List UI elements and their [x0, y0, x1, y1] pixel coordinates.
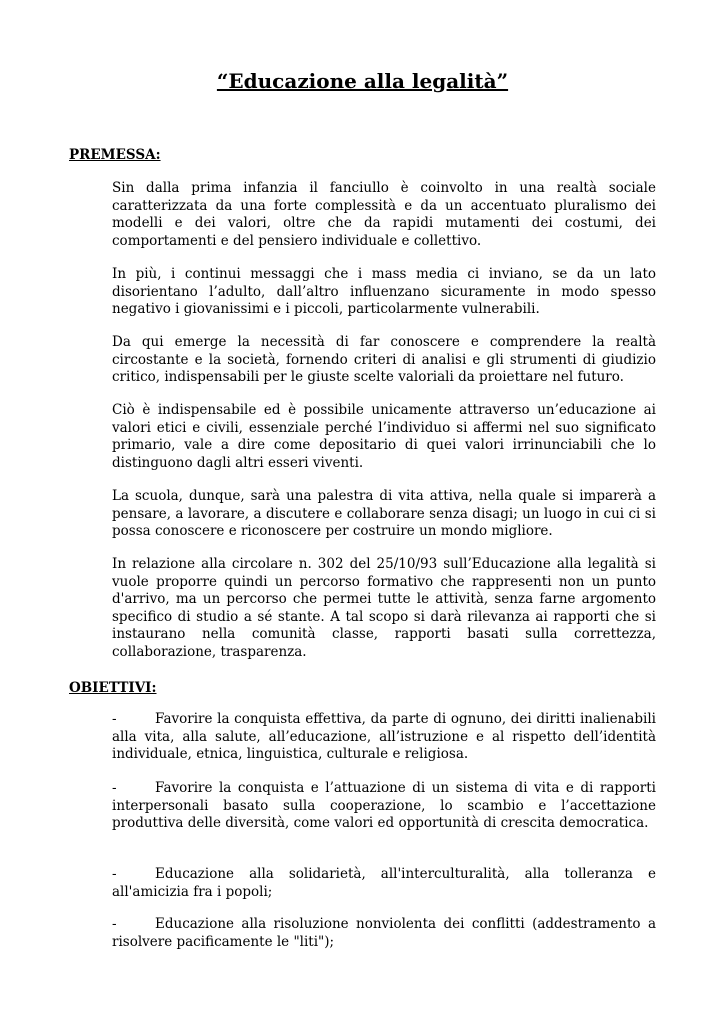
obiettivi-item-2	[112, 780, 656, 833]
premessa-paragraph-2: In più, i continui messaggi che i mass media ci inviano, se da un lato disorientano l’adulto, dall’altro influenzano sicuramente in modo spesso negativo i giovanissimi e i piccoli, particolarmente vulnerabili.	[112, 266, 656, 318]
bullet-dash: -	[112, 866, 117, 882]
premessa-paragraph-3: Da qui emerge la necessità di far conoscere e comprendere la realtà circostante e la società, fornendo criteri di analisi e gli strumenti di giudizio critico, indispensabili per le giuste scelte valoriali da proiettare nel futuro.	[112, 334, 656, 386]
obiettivi-item-text: Favorire la conquista e l’attuazione di un sistema di vita e di rapporti interpersonali basato sulla cooperazione, lo scambio e l’accettazione produttiva delle diversità, come valori ed opportunità di crescita democratica.	[112, 780, 656, 832]
bullet-dash: -	[112, 916, 117, 932]
bullet-dash: -	[112, 780, 117, 796]
premessa-paragraph-4: Ciò è indispensabile ed è possibile unicamente attraverso un’educazione ai valori etici e civili, essenziale perché l’individuo si affermi nel suo significato primario, vale a dire come depositario di quei valori irrinunciabili che lo distinguono dagli altri esseri viventi.	[112, 402, 656, 471]
premessa-heading: PREMESSA:	[69, 147, 161, 163]
obiettivi-item-1	[112, 711, 656, 764]
premessa-paragraph-6: In relazione alla circolare n. 302 del 25/10/93 sull’Educazione alla legalità si vuole proporre quindi un percorso formativo che rappresenti non un punto d'arrivo, ma un percorso che permei tutte le attività, senza farne argomento specifico di studio a sé stante. A tal scopo si darà rilevanza ai rapporti che si instaurano nella comunità classe, rapporti basati sulla correttezza, collaborazione, trasparenza.	[112, 556, 656, 660]
obiettivi-item-4	[112, 916, 656, 951]
obiettivi-item-text: Favorire la conquista effettiva, da parte di ognuno, dei diritti inalienabili alla vita, alla salute, all’educazione, all’istruzione e al rispetto dell’identità individuale, etnica, linguistica, culturale e religiosa.	[112, 711, 656, 763]
premessa-paragraph-5: La scuola, dunque, sarà una palestra di vita attiva, nella quale si imparerà a pensare, a lavorare, a discutere e collaborare senza disagi; un luogo in cui ci si possa conoscere e riconoscere per costruire un mondo migliore.	[112, 488, 656, 540]
obiettivi-item-3	[112, 866, 656, 901]
obiettivi-heading: OBIETTIVI:	[69, 680, 157, 696]
document-title: “Educazione alla legalità”	[216, 69, 509, 93]
bullet-dash: -	[112, 711, 117, 727]
obiettivi-item-text: Educazione alla solidarietà, all'interculturalità, alla tolleranza e all'amicizia fra i popoli;	[112, 866, 656, 900]
obiettivi-item-text: Educazione alla risoluzione nonviolenta dei conflitti (addestramento a risolvere pacificamente le "liti");	[112, 916, 656, 950]
premessa-paragraph-1: Sin dalla prima infanzia il fanciullo è coinvolto in una realtà sociale caratterizzata da una forte complessità e da un accentuato pluralismo dei modelli e dei valori, oltre che da rapidi mutamenti dei costumi, dei comportamenti e del pensiero individuale e collettivo.	[112, 180, 656, 249]
